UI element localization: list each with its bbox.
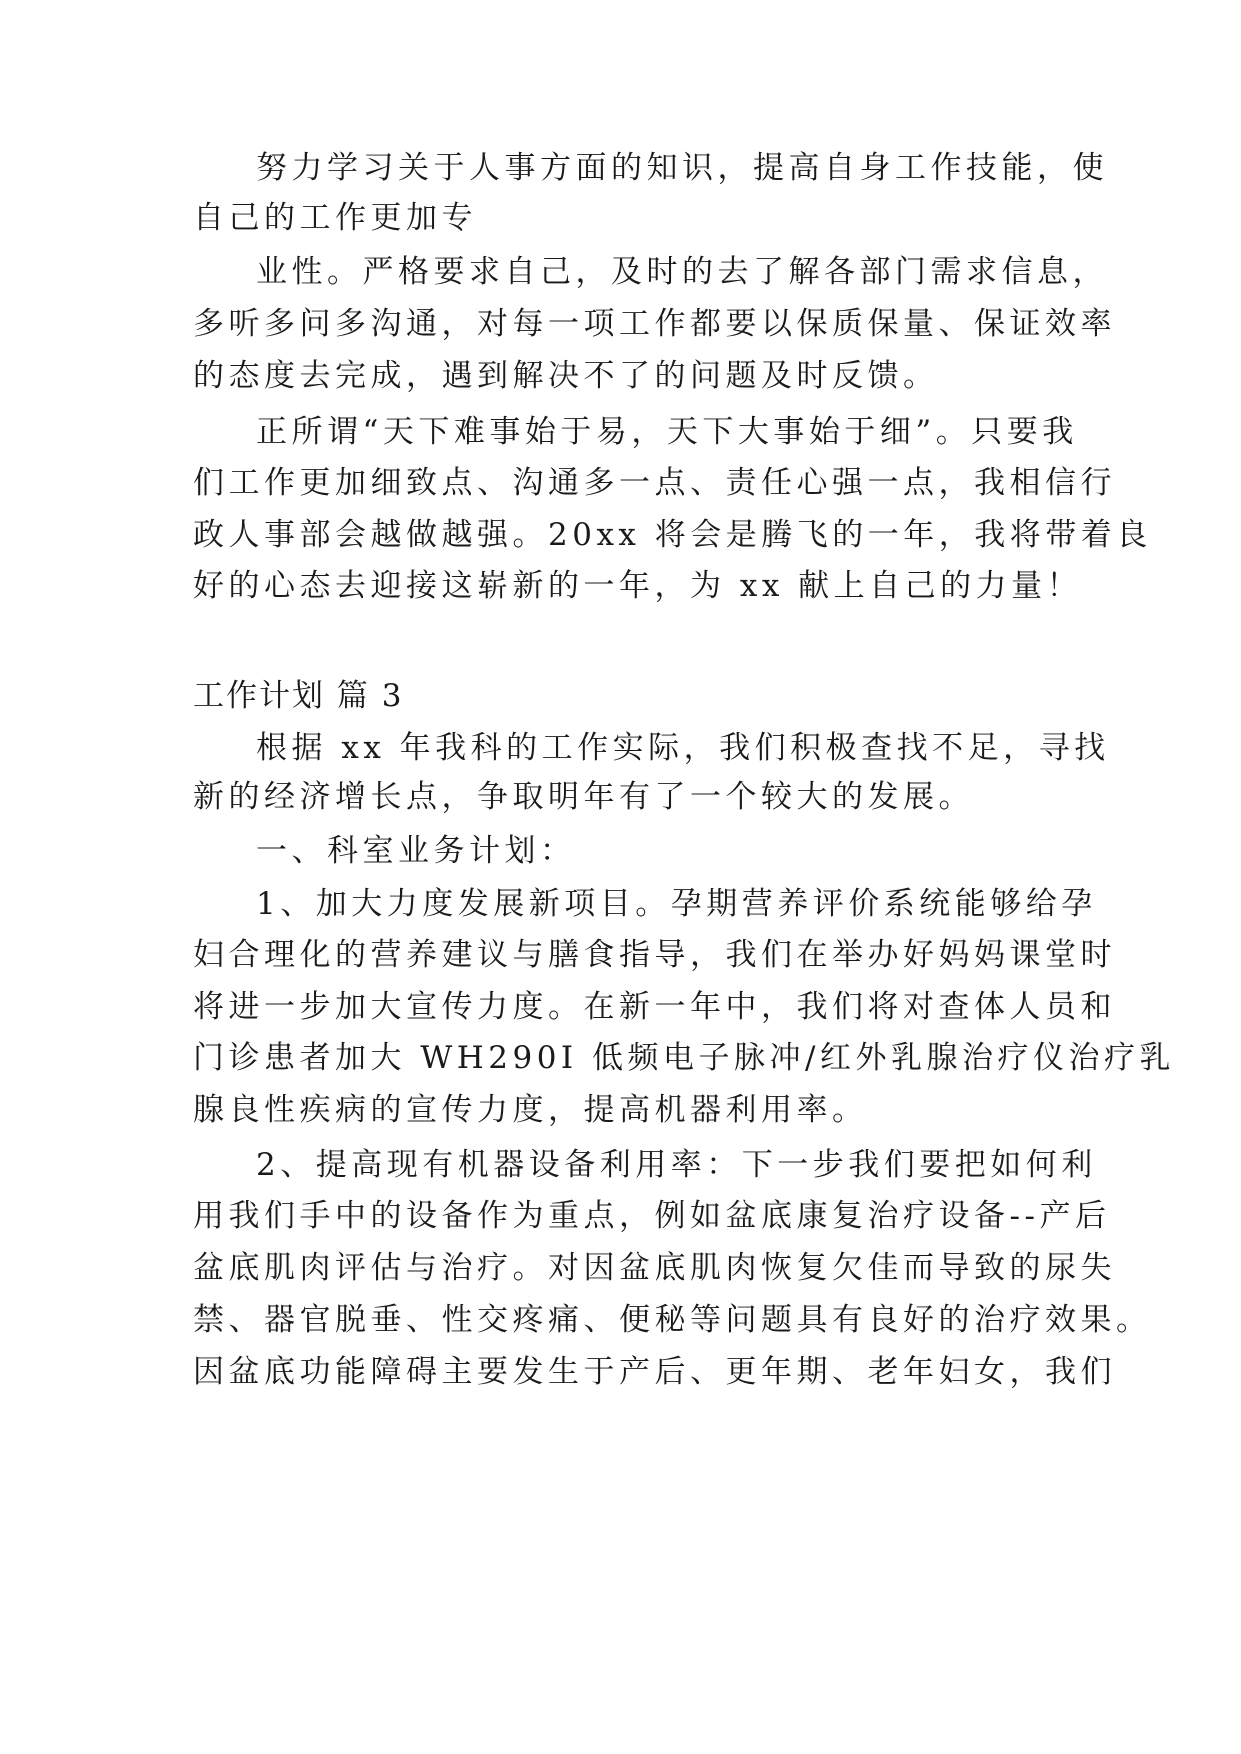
paragraph-line: 多听多问多沟通，对每一项工作都要以保质保量、保证效率: [193, 306, 1116, 342]
paragraph-line: 努力学习关于人事方面的知识，提高自身工作技能，使: [256, 150, 1108, 186]
section-heading: 工作计划 篇 3: [193, 678, 404, 714]
paragraph-line: 因盆底功能障碍主要发生于产后、更年期、老年妇女，我们: [193, 1354, 1116, 1390]
paragraph-line: 妇合理化的营养建议与膳食指导，我们在举办好妈妈课堂时: [193, 937, 1116, 973]
paragraph-line: 政人事部会越做越强。20xx 将会是腾飞的一年，我将带着良: [193, 517, 1152, 553]
paragraph-line: 新的经济增长点，争取明年有了一个较大的发展。: [193, 779, 974, 815]
paragraph-line: 正所谓“天下难事始于易，天下大事始于细”。只要我: [256, 414, 1078, 450]
paragraph-line: 腺良性疾病的宣传力度，提高机器利用率。: [193, 1092, 868, 1128]
paragraph-line: 一、科室业务计划：: [256, 833, 576, 869]
paragraph-line: 用我们手中的设备作为重点，例如盆底康复治疗设备--产后: [193, 1198, 1111, 1234]
paragraph-line: 禁、器官脱垂、性交疼痛、便秘等问题具有良好的治疗效果。: [193, 1302, 1152, 1338]
paragraph-line: 们工作更加细致点、沟通多一点、责任心强一点，我相信行: [193, 465, 1116, 501]
paragraph-line: 好的心态去迎接这崭新的一年，为 xx 献上自己的力量！: [193, 568, 1083, 604]
paragraph-line: 门诊患者加大 WH290I 低频电子脉冲/红外乳腺治疗仪治疗乳: [193, 1040, 1175, 1076]
paragraph-line: 自己的工作更加专: [193, 200, 477, 236]
paragraph-line: 根据 xx 年我科的工作实际，我们积极查找不足，寻找: [256, 730, 1110, 766]
paragraph-line: 盆底肌肉评估与治疗。对因盆底肌肉恢复欠佳而导致的尿失: [193, 1250, 1116, 1286]
paragraph-line: 1、加大力度发展新项目。孕期营养评价系统能够给孕: [256, 886, 1097, 922]
paragraph-line: 业性。严格要求自己，及时的去了解各部门需求信息，: [256, 254, 1108, 290]
paragraph-line: 的态度去完成，遇到解决不了的问题及时反馈。: [193, 358, 939, 394]
paragraph-line: 将进一步加大宣传力度。在新一年中，我们将对查体人员和: [193, 989, 1116, 1025]
paragraph-line: 2、提高现有机器设备利用率：下一步我们要把如何利: [256, 1147, 1097, 1183]
